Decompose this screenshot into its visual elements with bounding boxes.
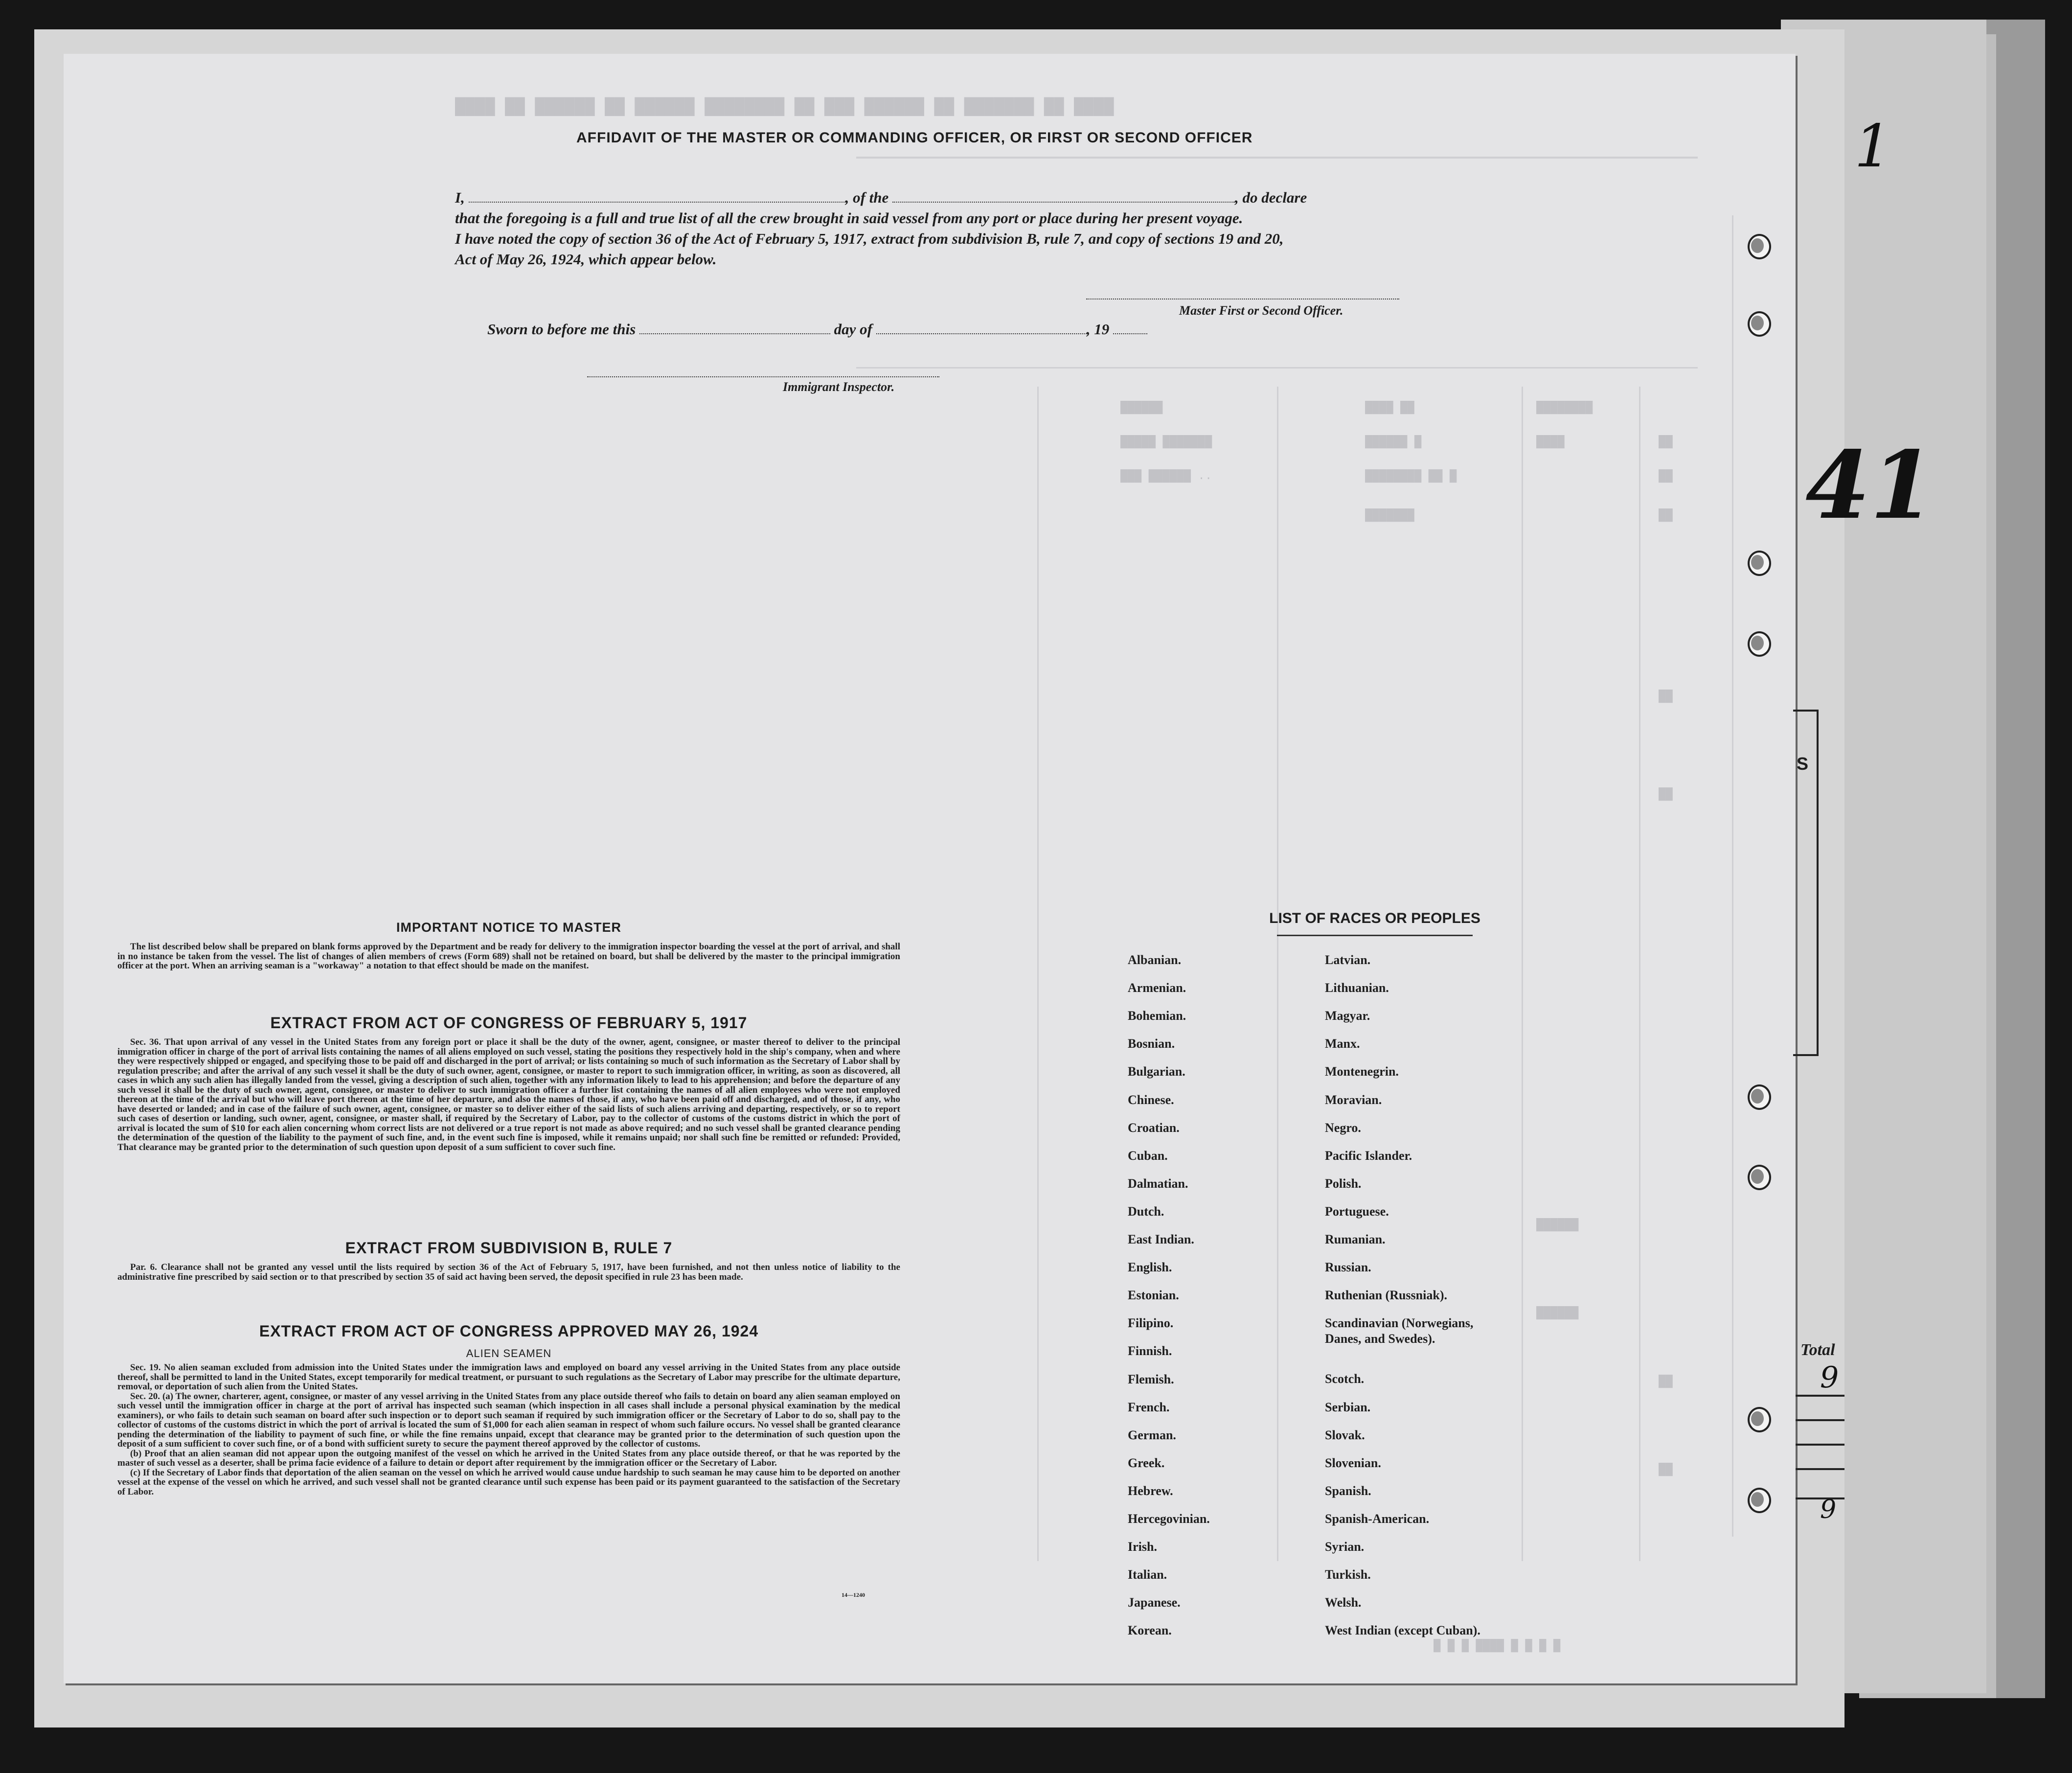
race-item: West Indian (except Cuban).: [1325, 1623, 1480, 1638]
punch-hole: [1748, 1407, 1771, 1432]
race-item: Cuban.: [1128, 1148, 1168, 1163]
punch-hole: [1748, 234, 1771, 259]
notice-text: The list described below shall be prepared on blank forms approved by the Department and be ready for delivery to the immigration inspector boarding the vessel at the port of arrival, and shall in no instance be taken from the vessel. The list of changes of alien members of crews (Form 689) shall not be retained on board, but shall be delivered by the master to the principal immigration officer at the port. When an arriving seaman is a "workaway" a notation to that effect should be made on the manifest.: [117, 942, 900, 971]
race-item: Chinese.: [1128, 1092, 1174, 1107]
race-item: Filipino.: [1128, 1316, 1174, 1331]
punch-hole: [1748, 1084, 1771, 1110]
officer-name-field[interactable]: [469, 191, 845, 203]
section-20a-text: Sec. 20. (a) The owner, charterer, agent, consignee, or master of any vessel arriving in the United States from any place outside thereof who fails to detain on board any alien seaman employed on such vessel until the immigration officer in charge at the port of arrival has inspected such seaman (which inspection in all cases shall include a personal physical examination by the medical examiners), or who fails to detain such seaman on board after such inspection or to deport such seaman if required by such immigration officer or the Secretary of Labor to do so, shall pay to the collector of customs of the customs district in which the port of arrival is located the sum of $1,000 for each alien seaman in respect of whom such failure occurs. No vessel shall be granted clearance pending the determination of the liability to payment of such fine, or while the fine remains unpaid, except that clearance may be granted prior to the determination of such question upon the deposit of a sum sufficient to cover such fine, or of a bond with sufficient surety to secure the payment thereof approved by the collector of customs.: [117, 1391, 900, 1449]
race-item: Danes, and Swedes).: [1325, 1332, 1435, 1346]
race-item: Finnish.: [1128, 1344, 1172, 1359]
master-signature-label: Master First or Second Officer.: [1179, 303, 1343, 318]
punch-hole: [1748, 631, 1771, 657]
race-item: Irish.: [1128, 1540, 1157, 1554]
race-item: Rumanian.: [1325, 1232, 1386, 1246]
sworn-line: [487, 321, 1147, 338]
tally-line: [1796, 1468, 1844, 1470]
margin-mark: 1: [1854, 113, 1892, 181]
race-item: Bulgarian.: [1128, 1064, 1185, 1079]
punch-hole: [1748, 1165, 1771, 1190]
race-item: Bohemian.: [1128, 1009, 1186, 1023]
sheet-number: 41: [1805, 431, 1935, 540]
punch-hole: [1748, 311, 1771, 337]
tally-line: [1796, 1395, 1844, 1397]
tally-line: [1796, 1419, 1844, 1421]
rule7-text: Par. 6. Clearance shall not be granted any vessel until the lists required by section 36 of the Act of February 5, 1917, have been furnished, and not then unless notice of liability to the administrative fine prescribed by said section or to that prescribed by section 35 of said act having been served, the deposit specified in rule 23 has been made.: [117, 1262, 900, 1282]
race-item: Estonian.: [1128, 1288, 1179, 1303]
race-item: Turkish.: [1325, 1567, 1371, 1582]
race-item: Flemish.: [1128, 1372, 1174, 1386]
affidavit-title: AFFIDAVIT OF THE MASTER OR COMMANDING OFFICER, OR FIRST OR SECOND OFFICER: [576, 130, 1253, 146]
notice-title: IMPORTANT NOTICE TO MASTER: [396, 920, 621, 935]
race-item: Scotch.: [1325, 1372, 1365, 1386]
race-item: Montenegrin.: [1325, 1064, 1399, 1079]
race-item: Spanish.: [1325, 1483, 1371, 1498]
race-item: Japanese.: [1128, 1595, 1181, 1610]
sworn-day-field[interactable]: [639, 322, 830, 334]
affidavit-line-3: I have noted the copy of section 36 of the Act of February 5, 1917, extract from subdivision B, rule 7, and copy of sections 19 and 20,: [455, 230, 1284, 247]
race-item: Russian.: [1325, 1260, 1371, 1275]
extract-1917-text: Sec. 36. That upon arrival of any vessel in the United States from any foreign port or place it shall be the duty of the owner, agent, consignee, or master thereof to deliver to the principal immigration officer in charge of the port of arrival lists containing the names of all aliens employed on such vessel, stating the positions they respectively hold in the ship's company, when and where they were respectively shipped or engaged, and specifying those to be paid off and discharged in the port of arrival; or lists containing so much of such information as the Secretary of Labor shall by regulation prescribe; and after the arrival of any such vessel it shall be the duty of such owner, agent, consignee, or master to report to such immigration officer, in writing, as soon as discovered, all cases in which any such alien has illegally landed from the vessel, giving a description of such alien, together with any information likely to lead to his apprehension; and before the departure of any such vessel it shall be the duty of such owner, agent, consignee, or master to deliver to such immigration officer a further list containing the names of all alien employees who were not employed thereon at the time of the arrival but who will leave port thereon at the time of her departure, and also the names of those, if any, who have been paid off and discharged, and of those, if any, who have deserted or landed; and in case of the failure of such owner, agent, consignee, or master so to deliver either of the said lists of such aliens arriving and departing, respectively, or so to report such cases of desertion or landing, such owner, agent, consignee, or master shall, if required by the Secretary of Labor, pay to the collector of customs of the customs district in which the port of arrival is located the sum of $10 for each alien concerning whom correct lists are not delivered or a true report is not made as above required; and no such vessel shall be granted clearance pending the determination of the question of the liability to the payment of such fine, and, in the event such fine is imposed, while it remains unpaid; nor shall such fine be remitted or refunded: Provided, That clearance may be granted prior to the determination of such question upon deposit of a sum sufficient to cover such fine.: [117, 1037, 900, 1152]
race-item: German.: [1128, 1428, 1176, 1442]
race-item: Hercegovinian.: [1128, 1512, 1210, 1526]
race-item: Croatian.: [1128, 1120, 1180, 1135]
race-item: Serbian.: [1325, 1400, 1371, 1414]
races-title: LIST OF RACES OR PEOPLES: [1269, 910, 1480, 926]
race-item: Portuguese.: [1325, 1204, 1389, 1219]
race-item: Negro.: [1325, 1120, 1361, 1135]
master-signature-line[interactable]: [1086, 298, 1399, 299]
affidavit-line-2: that the foregoing is a full and true list of all the crew brought in said vessel from any port or place during her present voyage.: [455, 209, 1243, 227]
extract-1924-text: [117, 1363, 900, 1497]
race-item: Syrian.: [1325, 1540, 1365, 1554]
race-item: Pacific Islander.: [1325, 1148, 1412, 1163]
race-item: Albanian.: [1128, 953, 1182, 967]
rule7-title: EXTRACT FROM SUBDIVISION B, RULE 7: [345, 1239, 673, 1257]
affidavit-declaration-line: [455, 189, 1307, 207]
race-item: Italian.: [1128, 1567, 1167, 1582]
punch-hole: [1748, 551, 1771, 576]
race-item: Dalmatian.: [1128, 1176, 1188, 1191]
inspector-signature-line[interactable]: [587, 375, 939, 377]
race-item: Moravian.: [1325, 1092, 1382, 1107]
year-label: , 19: [1086, 321, 1110, 338]
races-title-rule: [1277, 935, 1473, 936]
bottom-total-value: 9: [1820, 1495, 1837, 1524]
tally-line: [1796, 1444, 1844, 1446]
sworn-month-field[interactable]: [876, 322, 1087, 334]
extract-1917-title: EXTRACT FROM ACT OF CONGRESS OF FEBRUARY 5, 1917: [270, 1014, 748, 1032]
race-item: Korean.: [1128, 1623, 1172, 1638]
section-19-text: Sec. 19. No alien seaman excluded from admission into the United States under the immigration laws and employed on board any vessel arriving in the United States from any place outside thereof, shall be permitted to land in the United States, except temporarily for medical treatment, or pursuant to such regulations as the Secretary of Labor may prescribe for the ultimate departure, removal, or deportation of such alien from the United States.: [117, 1362, 900, 1392]
section-20c-text: (c) If the Secretary of Labor finds that deportation of the alien seaman on the vessel on which he arrived would cause undue hardship to such seaman he may cause him to be deported on another vessel at the expense of the vessel on which he arrived, and such vessel shall not be granted clearance until such expense has been paid or its payment guaranteed to the satisfaction of the Secretary of Labor.: [117, 1467, 900, 1497]
race-item: Welsh.: [1325, 1595, 1362, 1610]
punch-hole: [1748, 1488, 1771, 1513]
sworn-label: Sworn to before me this: [487, 321, 636, 338]
race-item: Latvian.: [1325, 953, 1371, 967]
race-item: English.: [1128, 1260, 1172, 1275]
affidavit-of-the-label: , of the: [845, 189, 889, 206]
affidavit-i-label: I,: [455, 189, 465, 206]
total-value: 9: [1820, 1360, 1839, 1395]
race-item: Bosnian.: [1128, 1036, 1175, 1051]
race-item: Manx.: [1325, 1036, 1360, 1051]
race-item: Ruthenian (Russniak).: [1325, 1288, 1447, 1303]
margin-box-letter: S: [1797, 754, 1809, 774]
race-item: Scandinavian (Norwegians,: [1325, 1316, 1474, 1331]
race-item: Spanish-American.: [1325, 1511, 1430, 1526]
section-20b-text: (b) Proof that an alien seaman did not appear upon the outgoing manifest of the vessel on which he arrived in the United States from any place outside thereof, or that he was reported by the master of such vessel as a deserter, shall be prima facie evidence of a failure to detain or deport after requirement by the immigration officer or the Secretary of Labor.: [117, 1448, 900, 1468]
form-number: 14—1240: [842, 1591, 865, 1598]
race-item: French.: [1128, 1400, 1170, 1414]
sworn-year-field[interactable]: [1113, 322, 1147, 334]
race-item: Armenian.: [1128, 981, 1186, 995]
vessel-name-field[interactable]: [892, 191, 1235, 203]
race-item: Polish.: [1325, 1176, 1362, 1191]
race-item: Dutch.: [1128, 1204, 1164, 1219]
race-item: East Indian.: [1128, 1232, 1194, 1246]
total-label: Total: [1800, 1341, 1835, 1359]
race-item: Magyar.: [1325, 1009, 1370, 1023]
manifest-back-page: ████████ ████ ████ ██ ██████ █ ████████ ██ █ ███████ ██████ █████ ███████ ███ ██████ .. ██ ██ ██ ██ ██ ██ ██ ██████ ██████ █ █ █ ████ █ █ █ █ ████ ██ ██████ ██ ██████ ████████ ██ ███ ██████ ██ ███████ ██ ████ AFFIDAVIT OF THE MASTER OR COMMANDING OFFICER, OR FIRST OR SECOND OFFICER I, , of the , do declare that the foregoing is a full and true list of all the crew brought in said vessel from any port or place during her present voyage. I have noted the copy of section 36 of the Act of February 5, 1917, extract from subdivision B, rule 7, and copy of sections 19 and 20, Act of May 26, 1924, which appear below. Master First or Second Officer. Sworn to before me this day of , 19 Immigrant Inspector. IMPORTANT NOTICE TO MASTER The list described below shall be prepared on blank forms approved by the Department and be ready for delivery to the immigration inspector boarding the vessel at the port of arrival, and shall in no instance be taken from the vessel. The list of changes of alien members of crews (Form 689) shall not be retained on board, but shall be delivered by the master to the principal immigration officer at the port. When an arriving seaman is a "workaway" a notation to that effect should be made on the manifest. EXTRACT FROM ACT OF CONGRESS OF FEBRUARY 5, 1917 Sec. 36. That upon arrival of any vessel in the United States from any foreign port or place it shall be the duty of the owner, agent, consignee, or master thereof to deliver to the principal immigration officer in charge of the port of arrival lists containing the names of all aliens employed on such vessel, stating the positions they respectively hold in the ship's company, when and where they were respectively shipped or engaged, and specifying those to be paid off and discharged in the port of arrival; or lists containing so much of such information as the Secretary of Labor shall by regulation prescribe; and after the arrival of any such vessel it shall be the duty of such owner, agent, consignee, or master to report to such immigration officer, in writing, as soon as discovered, all cases in which any such alien has illegally landed from the vessel, giving a description of such alien, together with any information likely to lead to his apprehension; and before the departure of any such vessel it shall be the duty of such owner, agent, consignee, or master to deliver to such immigration officer a further list containing the names of all alien employees who were not employed thereon at the time of the arrival but who will leave port thereon at the time of her departure, and also the names of those, if any, who have been paid off and discharged, and of those, if any, who have deserted or landed; and in case of the failure of such owner, agent, consignee, or master so to deliver either of the said lists of such aliens arriving and departing, respectively, or so to report such cases of desertion or landing, such owner, agent, consignee, or master shall, if required by the Secretary of Labor, pay to the collector of customs of the customs district in which the port of arrival is located the sum of $10 for each alien concerning whom correct lists are not delivered or a true report is not made as above required; and no such vessel shall be granted clearance pending the determination of the question of the liability to the payment of such fine, and, in the event such fine is imposed, while it remains unpaid; nor shall such fine be remitted or refunded: Provided, That clearance may be granted prior to the determination of such question upon deposit of a sum sufficient to cover such fine. EXTRACT FROM SUBDIVISION B, RULE 7 Par. 6. Clearance shall not be granted any vessel until the lists required by section 36 of the Act of February 5, 1917, have been furnished, and not then unless notice of liability to the administrative fine prescribed by said section or to that prescribed by section 35 of said act having been served, the deposit specified in rule 23 has been made. EXTRACT FROM ACT OF CONGRESS APPROVED MAY 26, 1924 ALIEN SEAMEN Sec. 19. No alien seaman excluded from admission into the United States under the immigration laws and employed on board any vessel arriving in the United States from any place outside thereof, shall be permitted to land in the United States, except temporarily for medical treatment, or pursuant to such regulations as the Secretary of Labor may prescribe for the ultimate departure, removal, or deportation of such alien from the United States. Sec. 20. (a) The owner, charterer, agent, consignee, or master of any vessel arriving in the United States from any place outside thereof who fails to detain on board any alien seaman employed on such vessel until the immigration officer in charge at the port of arrival has inspected such seaman (which inspection in all cases shall include a personal physical examination by the medical examiners), or who fails to detain such seaman on board after such inspection or to deport such seaman if required by such immigration officer or the Secretary of Labor to do so, shall pay to the collector of customs of the customs district in which the port of arrival is located the sum of $1,000 for each alien seaman in respect of whom such failure occurs. No vessel shall be granted clearance pending the determination of the liability to payment of such fine, or while the fine remains unpaid, except that clearance may be granted prior to the determination of such question upon the deposit of a sum sufficient to cover such fine, or of a bond with sufficient surety to secure the payment thereof approved by the collector of customs. (b) Proof that an alien seaman did not appear upon the outgoing manifest of the vessel on which he arrived in the United States from any place outside thereof, or that he was reported by the master of such vessel as a deserter, shall be prima facie evidence of a failure to detain or deport after requirement by the immigration officer or the Secretary of Labor. (c) If the Secretary of Labor finds that deportation of the alien seaman on the vessel on which he arrived would cause undue hardship to such seaman he may cause him to be deported on another vessel at the expense of the vessel on which he arrived, and such vessel shall not be granted clearance until such expense has been paid or its payment guaranteed to the satisfaction of the Secretary of Labor. 14—1240 LIST OF RACES OR PEOPLES Albanian. Armenian. Bohemian. Bosnian. Bulgarian. Chinese. Croatian. Cuban. Dalmatian. Dutch. East Indian. English. Estonian. Filipino. Finnish. Flemish. French. German. Greek. Hebrew. Hercegovinian. Irish. Italian. Japanese. Korean. Latvian. Lithuanian. Magyar. Manx. Montenegrin. Moravian. Negro. Pacific Islander. Polish. Portuguese. Rumanian. Russian. Ruthenian (Russniak). Scandinavian (Norwegians, Danes, and Swedes). Scotch. Serbian. Slovak. Slovenian. Spanish. Spanish-American. Syrian. Turkish. Welsh. West Indian (except Cuban).: [64, 54, 1796, 1683]
extract-1924-title: EXTRACT FROM ACT OF CONGRESS APPROVED MAY 26, 1924: [259, 1322, 759, 1340]
race-item: Lithuanian.: [1325, 981, 1389, 995]
race-item: Hebrew.: [1128, 1483, 1173, 1498]
inspector-signature-label: Immigrant Inspector.: [783, 380, 895, 394]
day-of-label: day of: [834, 321, 872, 338]
affidavit-declare-label: , do declare: [1235, 189, 1307, 206]
race-item: Slovak.: [1325, 1428, 1365, 1442]
race-item: Slovenian.: [1325, 1455, 1381, 1470]
race-item: Greek.: [1128, 1455, 1165, 1470]
alien-seamen-subtitle: ALIEN SEAMEN: [466, 1347, 552, 1359]
affidavit-line-4: Act of May 26, 1924, which appear below.: [455, 251, 717, 268]
